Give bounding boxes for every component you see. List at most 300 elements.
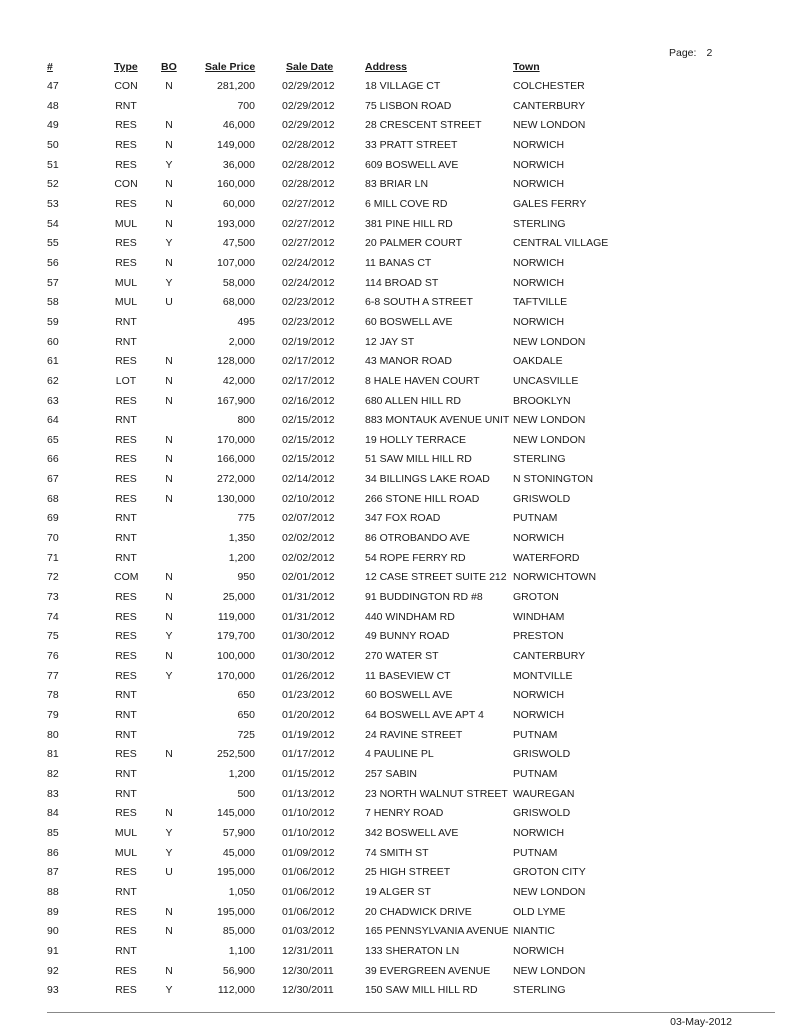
table-row — [0, 865, 800, 885]
cell-num: 80 — [47, 728, 59, 741]
cell-address: 20 PALMER COURT — [365, 237, 463, 250]
cell-sale-price: 500 — [237, 787, 255, 800]
cell-sale-date: 01/30/2012 — [282, 630, 335, 643]
cell-sale-price: 650 — [237, 709, 255, 721]
cell-address: 266 STONE HILL ROAD — [365, 492, 480, 505]
table-row — [0, 924, 800, 944]
cell-sale-date: 02/01/2012 — [282, 571, 335, 584]
page-number — [669, 47, 712, 59]
cell-type: RES — [115, 669, 137, 682]
cell-address: 19 ALGER ST — [365, 885, 431, 898]
header-type: Type — [114, 61, 138, 73]
cell-address: 257 SABIN — [365, 767, 417, 780]
table-row — [0, 747, 800, 767]
cell-sale-date: 02/24/2012 — [282, 256, 335, 269]
cell-sale-price: 272,000 — [217, 473, 255, 486]
cell-bo: N — [165, 394, 173, 407]
table-row — [0, 905, 800, 925]
cell-sale-date: 01/31/2012 — [282, 591, 335, 604]
table-row — [0, 138, 800, 158]
cell-town: NORWICH — [513, 138, 565, 151]
cell-town: PUTNAM — [513, 512, 558, 525]
cell-town: NORWICH — [513, 944, 565, 957]
cell-type: RES — [115, 492, 137, 505]
cell-bo: N — [165, 217, 173, 230]
table-row — [0, 708, 800, 728]
cell-sale-date: 02/28/2012 — [282, 158, 335, 171]
cell-sale-price: 195,000 — [217, 905, 255, 918]
table-row — [0, 846, 800, 866]
cell-num: 49 — [47, 119, 59, 132]
cell-type: CON — [114, 178, 138, 191]
cell-type: RNT — [115, 728, 137, 741]
cell-num: 59 — [47, 315, 59, 328]
cell-address: 11 BASEVIEW CT — [365, 669, 451, 682]
cell-type: RNT — [115, 787, 137, 800]
cell-num: 57 — [47, 276, 59, 289]
cell-address: 18 VILLAGE CT — [365, 80, 441, 92]
cell-address: 34 BILLINGS LAKE ROAD — [365, 473, 490, 486]
cell-address: 49 BUNNY ROAD — [365, 630, 450, 643]
cell-sale-date: 02/16/2012 — [282, 394, 335, 407]
table-row — [0, 158, 800, 178]
cell-bo: N — [165, 80, 173, 92]
cell-type: RES — [115, 591, 137, 604]
cell-type: RES — [115, 630, 137, 643]
cell-bo: N — [165, 571, 173, 584]
cell-address: 75 LISBON ROAD — [365, 99, 452, 112]
cell-sale-price: 700 — [237, 99, 255, 112]
cell-type: RES — [115, 866, 137, 879]
cell-num: 71 — [47, 551, 59, 564]
cell-type: RNT — [115, 335, 137, 348]
cell-sale-price: 1,200 — [228, 767, 255, 780]
table-row — [0, 177, 800, 197]
table-row — [0, 511, 800, 531]
table-row — [0, 826, 800, 846]
cell-num: 77 — [47, 669, 59, 682]
cell-town: WATERFORD — [513, 551, 580, 564]
cell-sale-price: 160,000 — [217, 178, 255, 191]
header-town: Town — [513, 61, 540, 73]
cell-sale-date: 01/26/2012 — [282, 669, 335, 682]
cell-num: 52 — [47, 178, 59, 191]
cell-address: 347 FOX ROAD — [365, 512, 441, 525]
cell-type: RNT — [115, 551, 137, 564]
cell-sale-date: 02/27/2012 — [282, 217, 335, 230]
table-row — [0, 590, 800, 610]
cell-address: 7 HENRY ROAD — [365, 807, 444, 820]
cell-address: 20 CHADWICK DRIVE — [365, 905, 472, 918]
cell-sale-date: 02/15/2012 — [282, 414, 335, 427]
page-number-value: 2 — [706, 47, 713, 59]
cell-type: MUL — [114, 826, 138, 839]
cell-sale-date: 02/15/2012 — [282, 453, 335, 466]
cell-type: RES — [115, 158, 137, 171]
cell-sale-date: 02/02/2012 — [282, 551, 335, 564]
table-row — [0, 688, 800, 708]
cell-sale-date: 01/06/2012 — [282, 866, 335, 879]
cell-type: RES — [115, 650, 137, 663]
cell-num: 85 — [47, 826, 59, 839]
cell-sale-price: 130,000 — [217, 492, 255, 505]
cell-sale-price: 145,000 — [217, 807, 255, 820]
cell-num: 55 — [47, 237, 59, 250]
cell-address: 83 BRIAR LN — [365, 178, 429, 191]
cell-sale-date: 01/19/2012 — [282, 728, 335, 741]
cell-type: RNT — [115, 689, 137, 702]
table-row — [0, 728, 800, 748]
cell-num: 54 — [47, 217, 59, 230]
cell-town: NORWICH — [513, 158, 565, 171]
cell-bo: Y — [165, 826, 173, 839]
cell-num: 73 — [47, 591, 59, 604]
cell-num: 83 — [47, 787, 59, 800]
cell-num: 64 — [47, 414, 59, 427]
cell-address: 74 SMITH ST — [365, 846, 429, 859]
cell-sale-date: 02/07/2012 — [282, 512, 335, 525]
cell-bo: N — [165, 748, 173, 761]
cell-sale-price: 166,000 — [217, 453, 255, 466]
table-row — [0, 99, 800, 119]
cell-bo: N — [165, 964, 173, 977]
table-row — [0, 964, 800, 984]
cell-address: 54 ROPE FERRY RD — [365, 551, 466, 564]
cell-address: 39 EVERGREEN AVENUE — [365, 964, 491, 977]
cell-bo: N — [165, 374, 173, 387]
cell-bo: Y — [165, 669, 173, 682]
cell-num: 65 — [47, 433, 59, 446]
cell-sale-price: 25,000 — [222, 591, 255, 604]
cell-sale-price: 2,000 — [228, 335, 255, 348]
cell-type: RNT — [115, 944, 137, 957]
cell-sale-price: 57,900 — [222, 826, 255, 839]
table-row — [0, 276, 800, 296]
table-row — [0, 354, 800, 374]
cell-sale-price: 47,500 — [222, 237, 255, 250]
cell-town: NORWICH — [513, 689, 565, 702]
cell-sale-date: 02/29/2012 — [282, 99, 335, 112]
table-row — [0, 531, 800, 551]
cell-bo: N — [165, 610, 173, 623]
cell-type: RES — [115, 807, 137, 820]
cell-sale-date: 01/31/2012 — [282, 610, 335, 623]
table-row — [0, 452, 800, 472]
cell-num: 86 — [47, 846, 59, 859]
cell-num: 70 — [47, 532, 59, 545]
cell-sale-price: 170,000 — [217, 669, 255, 682]
cell-sale-date: 02/28/2012 — [282, 178, 335, 191]
cell-sale-price: 1,100 — [228, 944, 255, 957]
table-row — [0, 610, 800, 630]
cell-bo: N — [165, 591, 173, 604]
cell-type: RES — [115, 925, 137, 938]
cell-num: 87 — [47, 866, 59, 879]
cell-num: 91 — [47, 944, 59, 957]
cell-type: RNT — [115, 414, 137, 427]
table-row — [0, 806, 800, 826]
cell-sale-price: 45,000 — [222, 846, 255, 859]
table-row — [0, 767, 800, 787]
cell-bo: N — [165, 453, 173, 466]
cell-town: NORWICH — [513, 709, 565, 721]
cell-sale-date: 02/23/2012 — [282, 296, 335, 309]
cell-address: 64 BOSWELL AVE APT 4 — [365, 709, 484, 721]
table-row — [0, 885, 800, 905]
cell-sale-price: 252,500 — [217, 748, 255, 761]
cell-sale-price: 195,000 — [217, 866, 255, 879]
cell-type: RNT — [115, 532, 137, 545]
cell-bo: N — [165, 433, 173, 446]
cell-bo: Y — [165, 846, 173, 859]
cell-sale-price: 42,000 — [222, 374, 255, 387]
cell-sale-date: 12/31/2011 — [282, 944, 334, 957]
cell-town: CANTERBURY — [513, 99, 586, 112]
cell-town: NORWICH — [513, 276, 565, 289]
cell-type: RES — [115, 984, 137, 997]
cell-sale-date: 02/19/2012 — [282, 335, 335, 348]
cell-type: RES — [115, 197, 137, 210]
cell-sale-date: 01/10/2012 — [282, 807, 335, 820]
table-row — [0, 197, 800, 217]
cell-town: WINDHAM — [513, 610, 565, 623]
cell-address: 12 CASE STREET SUITE 212 — [365, 571, 507, 584]
cell-bo: Y — [165, 276, 173, 289]
cell-town: NORWICH — [513, 826, 565, 839]
cell-town: NORWICHTOWN — [513, 571, 597, 584]
cell-bo: U — [165, 296, 173, 309]
cell-sale-price: 950 — [237, 571, 255, 584]
cell-address: 91 BUDDINGTON RD #8 — [365, 591, 483, 604]
cell-num: 72 — [47, 571, 59, 584]
cell-sale-price: 281,200 — [217, 80, 255, 92]
cell-town: TAFTVILLE — [513, 296, 568, 309]
table-row — [0, 629, 800, 649]
cell-sale-date: 02/02/2012 — [282, 532, 335, 545]
cell-sale-price: 495 — [237, 315, 255, 328]
cell-num: 75 — [47, 630, 59, 643]
table-row — [0, 413, 800, 433]
cell-sale-date: 01/23/2012 — [282, 689, 335, 702]
cell-type: COM — [114, 571, 139, 584]
cell-town: MONTVILLE — [513, 669, 573, 682]
cell-type: RNT — [115, 767, 137, 780]
cell-bo: N — [165, 138, 173, 151]
cell-type: RES — [115, 355, 137, 368]
cell-address: 12 JAY ST — [365, 335, 415, 348]
cell-sale-date: 02/14/2012 — [282, 473, 335, 486]
header-sale-date: Sale Date — [286, 61, 334, 73]
cell-town: STERLING — [513, 984, 566, 997]
cell-type: MUL — [114, 846, 138, 859]
cell-bo: N — [165, 119, 173, 132]
header-sale-price: Sale Price — [205, 61, 256, 73]
cell-sale-date: 01/10/2012 — [282, 826, 335, 839]
cell-bo: N — [165, 925, 173, 938]
table-row — [0, 570, 800, 590]
cell-address: 43 MANOR ROAD — [365, 355, 452, 368]
cell-sale-date: 01/15/2012 — [282, 767, 335, 780]
cell-num: 76 — [47, 650, 59, 663]
cell-town: NORWICH — [513, 178, 565, 191]
cell-sale-date: 02/29/2012 — [282, 119, 335, 132]
cell-type: RES — [115, 748, 137, 761]
cell-sale-price: 1,200 — [228, 551, 255, 564]
cell-num: 68 — [47, 492, 59, 505]
cell-sale-price: 167,900 — [217, 394, 255, 407]
cell-type: RES — [115, 119, 137, 132]
cell-town: NIANTIC — [513, 925, 555, 938]
cell-type: RNT — [115, 99, 137, 112]
cell-town: NORWICH — [513, 256, 565, 269]
cell-town: NEW LONDON — [513, 885, 586, 898]
cell-sale-price: 60,000 — [222, 197, 255, 210]
cell-sale-date: 01/13/2012 — [282, 787, 335, 800]
cell-num: 67 — [47, 473, 59, 486]
table-row — [0, 551, 800, 571]
cell-town: NEW LONDON — [513, 119, 586, 132]
cell-sale-date: 01/09/2012 — [282, 846, 335, 859]
cell-address: 114 BROAD ST — [365, 276, 439, 289]
cell-address: 8 HALE HAVEN COURT — [365, 374, 480, 387]
cell-town: OLD LYME — [513, 905, 566, 918]
table-row — [0, 335, 800, 355]
table-row — [0, 374, 800, 394]
cell-sale-date: 02/28/2012 — [282, 138, 335, 151]
table-row — [0, 256, 800, 276]
cell-town: NORWICH — [513, 315, 565, 328]
cell-bo: N — [165, 492, 173, 505]
cell-address: 60 BOSWELL AVE — [365, 689, 453, 702]
cell-sale-price: 36,000 — [222, 158, 255, 171]
cell-bo: Y — [165, 158, 173, 171]
table-row — [0, 472, 800, 492]
cell-address: 270 WATER ST — [365, 650, 439, 663]
cell-town: NEW LONDON — [513, 433, 586, 446]
cell-type: LOT — [115, 374, 137, 387]
cell-sale-price: 1,350 — [228, 532, 255, 545]
cell-town: GROTON — [513, 591, 559, 604]
table-row — [0, 492, 800, 512]
cell-bo: N — [165, 905, 173, 918]
cell-address: 24 RAVINE STREET — [365, 728, 463, 741]
cell-sale-date: 02/29/2012 — [282, 80, 335, 92]
cell-bo: Y — [165, 630, 173, 643]
cell-num: 78 — [47, 689, 59, 702]
cell-bo: N — [165, 807, 173, 820]
cell-address: 11 BANAS CT — [365, 256, 432, 269]
cell-sale-price: 725 — [237, 728, 255, 741]
table-row — [0, 787, 800, 807]
header-num: # — [47, 61, 53, 73]
cell-sale-price: 800 — [237, 414, 255, 427]
cell-bo: N — [165, 178, 173, 191]
footer-divider — [47, 1012, 775, 1013]
cell-bo: N — [165, 650, 173, 663]
table-header — [0, 61, 800, 75]
page-label: Page: — [669, 47, 697, 59]
cell-address: 342 BOSWELL AVE — [365, 826, 459, 839]
cell-town: NEW LONDON — [513, 335, 586, 348]
cell-num: 66 — [47, 453, 59, 466]
cell-type: RES — [115, 964, 137, 977]
cell-num: 48 — [47, 99, 59, 112]
cell-sale-date: 02/27/2012 — [282, 237, 335, 250]
cell-type: RES — [115, 433, 137, 446]
cell-num: 89 — [47, 905, 59, 918]
table-row — [0, 217, 800, 237]
cell-bo: N — [165, 256, 173, 269]
cell-sale-price: 149,000 — [217, 138, 255, 151]
cell-num: 60 — [47, 335, 59, 348]
cell-sale-price: 775 — [237, 512, 255, 525]
header-bo: BO — [161, 61, 177, 73]
cell-sale-date: 02/15/2012 — [282, 433, 335, 446]
cell-town: NEW LONDON — [513, 964, 586, 977]
cell-town: N STONINGTON — [513, 473, 594, 486]
cell-town: GROTON CITY — [513, 866, 586, 879]
cell-num: 90 — [47, 925, 59, 938]
cell-num: 51 — [47, 158, 59, 171]
cell-type: RES — [115, 453, 137, 466]
sales-table — [0, 79, 800, 1003]
cell-num: 50 — [47, 138, 59, 151]
cell-sale-price: 46,000 — [222, 119, 255, 132]
cell-address: 86 OTROBANDO AVE — [365, 532, 470, 545]
cell-bo: N — [165, 355, 173, 368]
cell-sale-price: 128,000 — [217, 355, 255, 368]
cell-type: RES — [115, 394, 137, 407]
cell-address: 28 CRESCENT STREET — [365, 119, 482, 132]
cell-type: RES — [115, 610, 137, 623]
cell-type: RES — [115, 256, 137, 269]
cell-type: RNT — [115, 885, 137, 898]
cell-num: 88 — [47, 885, 59, 898]
cell-address: 609 BOSWELL AVE — [365, 158, 459, 171]
cell-address: 133 SHERATON LN — [365, 944, 460, 957]
cell-num: 63 — [47, 394, 59, 407]
cell-num: 92 — [47, 964, 59, 977]
cell-town: NORWICH — [513, 532, 565, 545]
cell-address: 23 NORTH WALNUT STREET — [365, 787, 508, 800]
table-row — [0, 433, 800, 453]
cell-sale-price: 58,000 — [222, 276, 255, 289]
cell-town: NEW LONDON — [513, 414, 586, 427]
cell-bo: Y — [165, 237, 173, 250]
cell-sale-price: 107,000 — [217, 256, 255, 269]
cell-address: 33 PRATT STREET — [365, 138, 458, 151]
cell-type: RES — [115, 473, 137, 486]
cell-sale-price: 193,000 — [217, 217, 255, 230]
cell-num: 93 — [47, 984, 59, 997]
cell-num: 79 — [47, 709, 59, 721]
cell-sale-date: 01/30/2012 — [282, 650, 335, 663]
cell-sale-date: 02/17/2012 — [282, 355, 335, 368]
cell-sale-date: 01/03/2012 — [282, 925, 335, 938]
cell-sale-date: 02/27/2012 — [282, 197, 335, 210]
cell-town: GRISWOLD — [513, 807, 571, 820]
cell-num: 61 — [47, 355, 59, 368]
cell-num: 62 — [47, 374, 59, 387]
cell-town: GALES FERRY — [513, 197, 587, 210]
table-row — [0, 394, 800, 414]
cell-address: 6 MILL COVE RD — [365, 197, 448, 210]
cell-bo: U — [165, 866, 173, 879]
cell-address: 381 PINE HILL RD — [365, 217, 453, 230]
cell-sale-price: 119,000 — [217, 610, 255, 623]
cell-sale-date: 02/17/2012 — [282, 374, 335, 387]
cell-sale-price: 1,050 — [228, 885, 255, 898]
